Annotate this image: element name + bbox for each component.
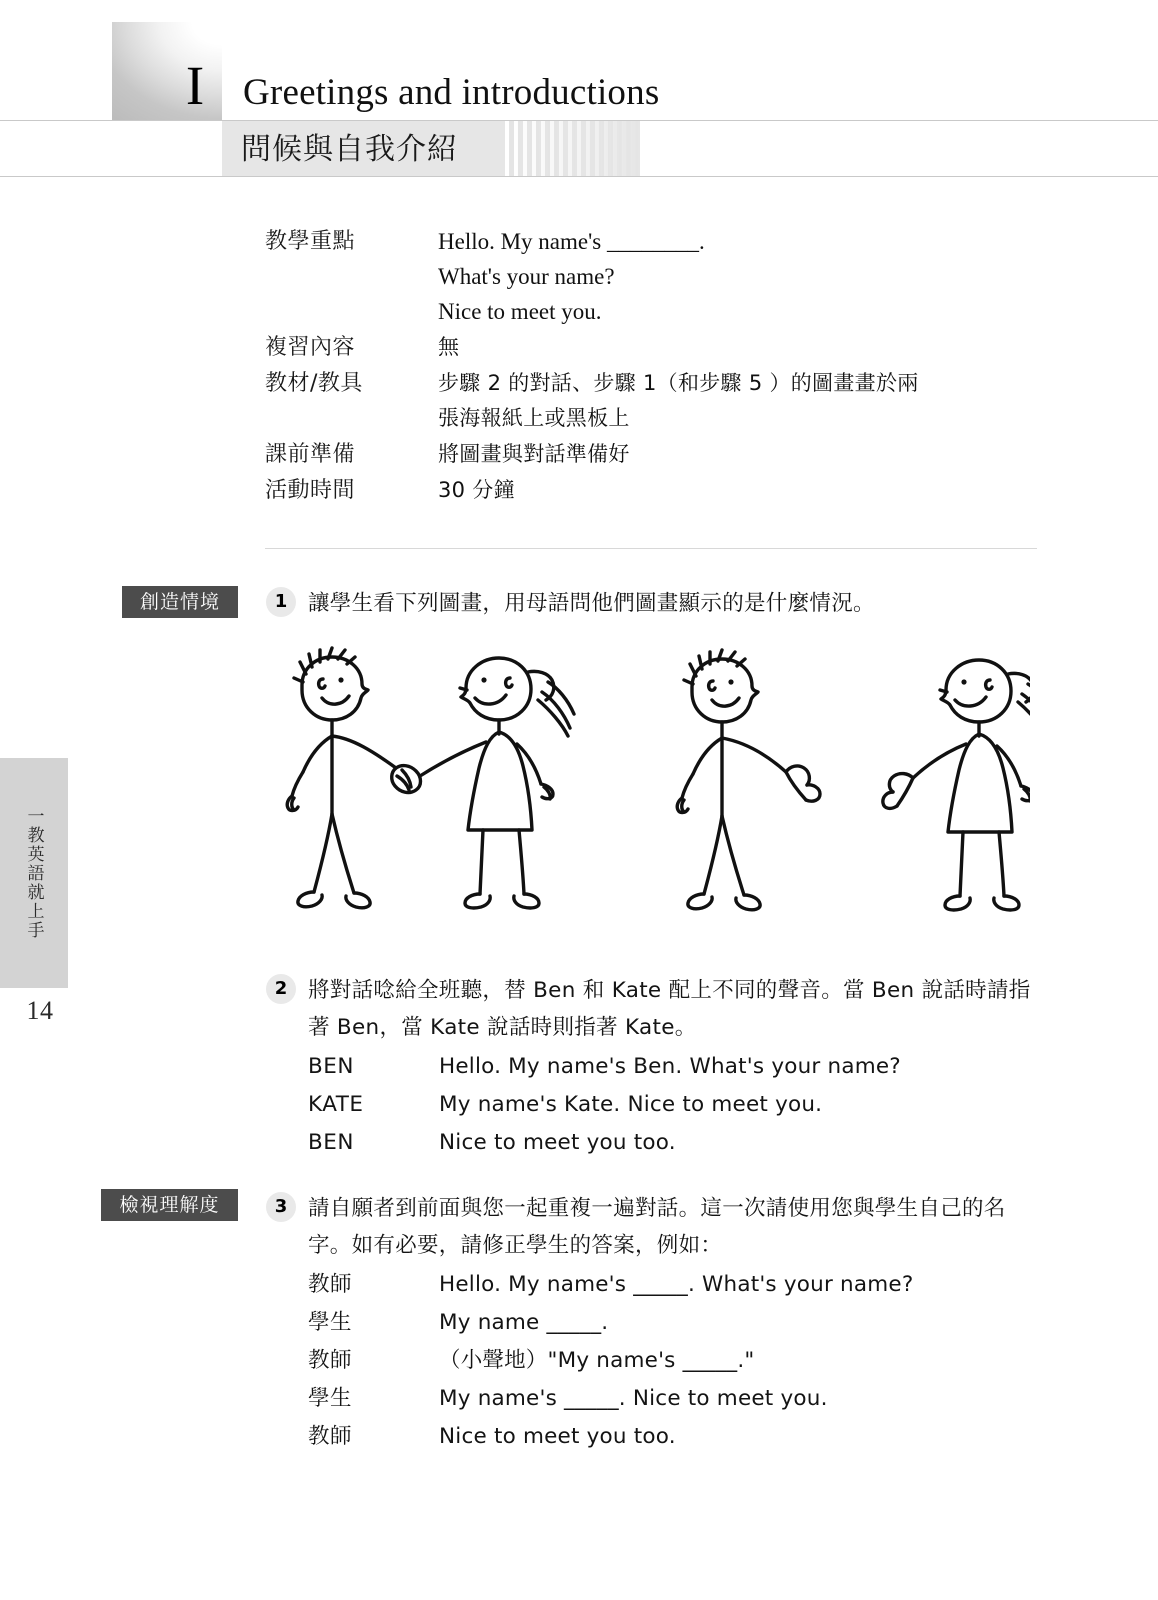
dialogue-row [308,1304,1038,1342]
step-2-dialogue [308,1048,1038,1162]
step-3-block [308,1190,1038,1456]
info-row-value-line: 張海報紙上或黑板上 [438,406,630,430]
dialogue-line: My name _____. [439,1310,609,1335]
info-row [265,330,1055,365]
dialogue-speaker: 學生 [308,1386,353,1411]
page-header [0,0,1158,178]
section-divider [265,548,1037,549]
info-row-label: 教材/教具 [265,371,363,396]
dialogue-line: Nice to meet you too. [439,1424,676,1449]
dialogue-line: Hello. My name's Ben. What's your name? [439,1054,901,1079]
info-row-value [438,366,1055,436]
dialogue-line: My name's _____. Nice to meet you. [439,1386,828,1411]
dialogue-line: My name's Kate. Nice to meet you. [439,1092,823,1117]
dialogue-row [308,1124,1038,1162]
dialogue-row [308,1266,1038,1304]
step-3-dialogue [308,1266,1038,1456]
dialogue-line: Hello. My name's _____. What's your name? [439,1272,914,1297]
subtitle-stripe-pattern [505,121,640,176]
lesson-info-table [265,224,1055,509]
step-number-3: 3 [266,1192,296,1222]
side-tab [0,758,68,988]
chapter-numeral: I [185,55,205,116]
dialogue-row [308,1380,1038,1418]
chapter-title-chinese: 問候與自我介紹 [241,132,458,167]
info-row-label: 教學重點 [265,229,356,254]
step-1-text: 讓學生看下列圖畫，用母語問他們圖畫顯示的是什麼情況。 [308,591,875,616]
step-2-block [308,972,1038,1162]
section-badge-check-understanding: 檢視理解度 [101,1189,238,1221]
info-row-value-line: 步驟 2 的對話、步驟 1（和步驟 5 ）的圖畫畫於兩 [438,371,919,395]
dialogue-row [308,1418,1038,1456]
info-row [265,224,1055,329]
info-row-value [438,437,1055,472]
info-row-label: 複習內容 [265,335,356,360]
step-2-text: 將對話唸給全班聽，替 Ben 和 Kate 配上不同的聲音。當 Ben 說話時請指著 Ben，當 Kate 說話時則指著 Kate。 [308,978,1031,1040]
dialogue-speaker: 教師 [308,1424,353,1449]
step-3-text: 請自願者到前面與您一起重複一遍對話。這一次請使用您與學生自己的名字。如有必要，請修正學生的答案，例如： [308,1196,1006,1258]
info-row [265,473,1055,508]
info-row [265,437,1055,472]
info-row-value-line: 30 分鐘 [438,478,515,502]
info-row-value [438,224,1055,329]
dialogue-line: Nice to meet you too. [439,1130,676,1155]
info-row-value [438,330,1055,365]
info-row-value-line: Hello. My name's ________. [438,229,705,254]
info-row-label: 課前準備 [265,442,356,467]
info-row [265,366,1055,436]
dialogue-row [308,1086,1038,1124]
info-row-label: 活動時間 [265,478,356,503]
dialogue-row [308,1048,1038,1086]
stick-figure-illustration [270,640,1030,940]
dialogue-speaker: BEN [308,1130,354,1155]
info-row-value-line: What's your name? [438,264,615,289]
side-tab-label: 一教英語就上手 [23,806,44,940]
step-number-2: 2 [266,974,296,1004]
dialogue-speaker: BEN [308,1054,354,1079]
info-row-value-line: 無 [438,335,460,359]
page-number: 14 [26,996,54,1025]
info-row-value [438,473,1055,508]
dialogue-line: （小聲地）"My name's _____." [439,1348,755,1373]
step-number-1: 1 [266,587,296,617]
info-row-value-line: 將圖畫與對話準備好 [438,442,630,466]
section-badge-create-context: 創造情境 [122,586,238,618]
scene-handshake [287,648,574,908]
dialogue-speaker: 教師 [308,1348,353,1373]
header-rule-bottom [0,176,1158,177]
dialogue-speaker: 學生 [308,1310,353,1335]
dialogue-row [308,1342,1038,1380]
info-row-value-line: Nice to meet you. [438,299,602,324]
dialogue-speaker: KATE [308,1092,364,1117]
chapter-title-english: Greetings and introductions [243,72,660,113]
dialogue-speaker: 教師 [308,1272,353,1297]
scene-separated [677,650,1030,910]
